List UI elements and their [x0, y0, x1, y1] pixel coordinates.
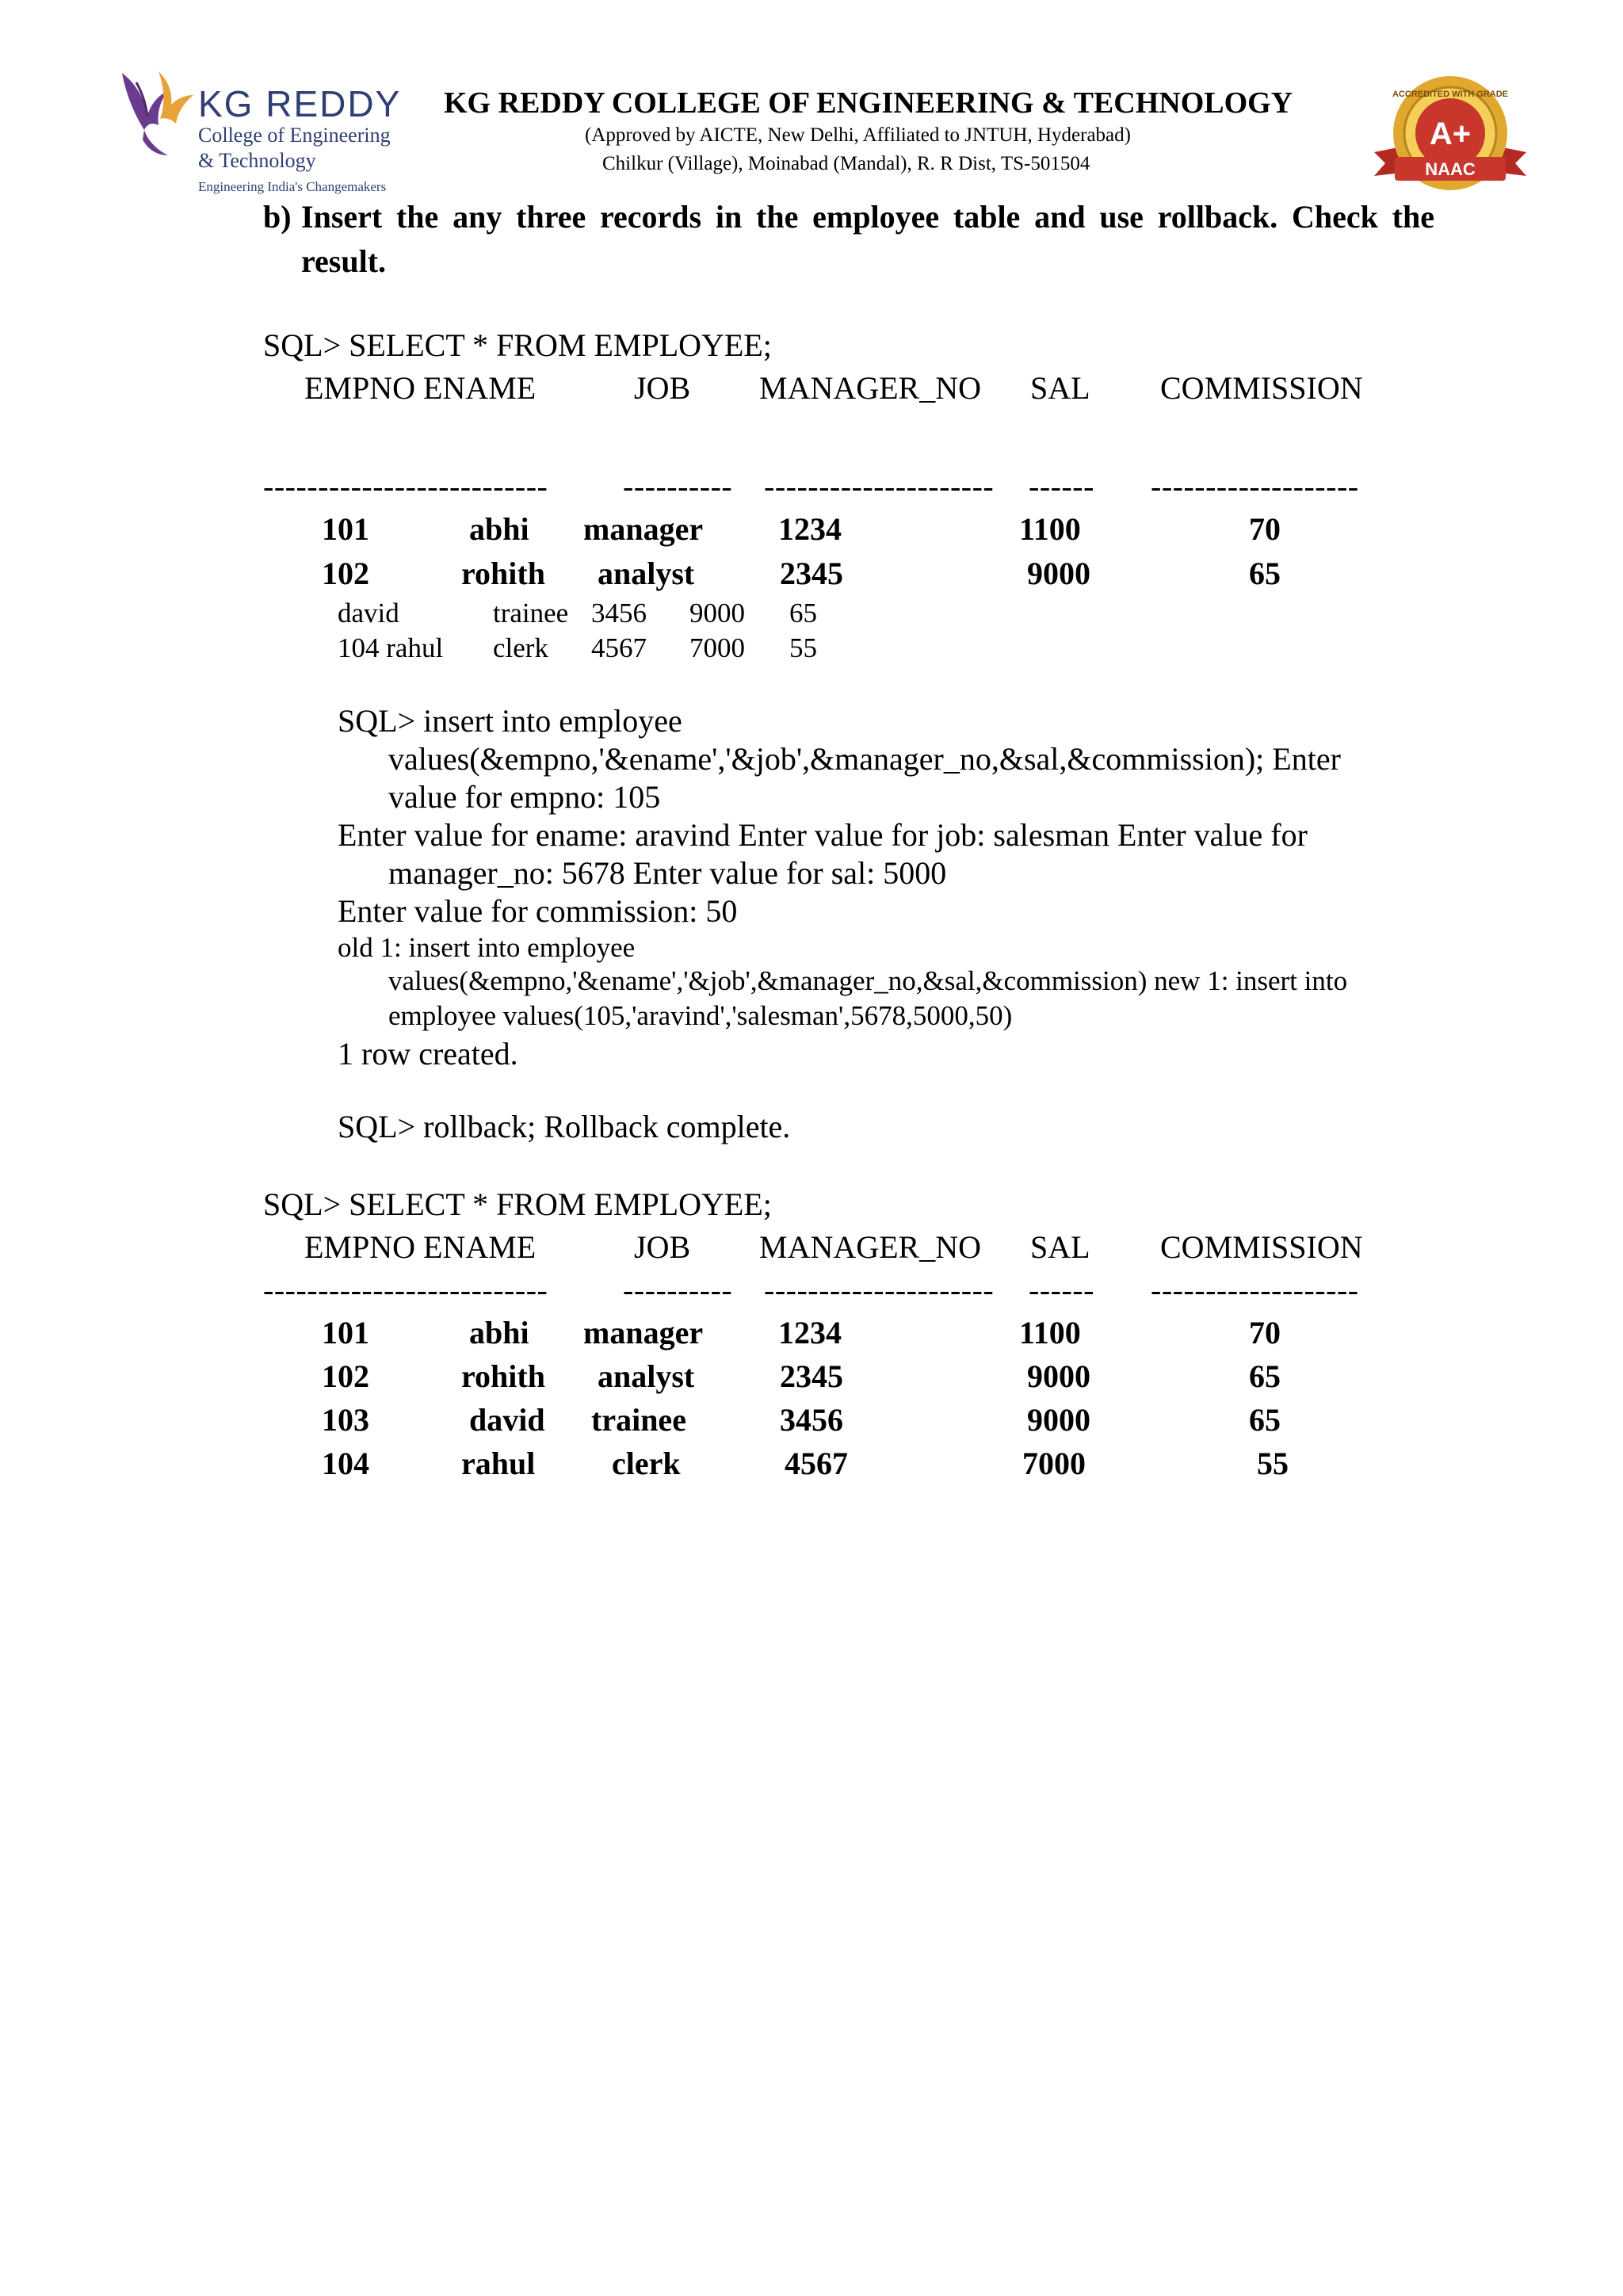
cell-empno: 101: [322, 1315, 369, 1350]
logo-line-2: & Technology: [198, 149, 316, 172]
cell-commission: 65: [1249, 1358, 1281, 1394]
logo-line-1: College of Engineering: [198, 124, 391, 147]
session-line: manager_no: 5678 Enter value for sal: 5000: [388, 855, 947, 891]
session-echo-line: old 1: insert into employee: [338, 932, 636, 963]
session-echo-line: employee values(105,'aravind','salesman',5678,5000,50): [388, 1000, 1013, 1031]
logo-tagline: Engineering India's Changemakers: [198, 179, 387, 194]
question-label: b): [263, 199, 292, 235]
cell-job: clerk: [612, 1446, 681, 1481]
divider-segment: ----------: [623, 468, 733, 504]
cell-sal: 9000: [1027, 1358, 1090, 1394]
col-header-sal: SAL: [1030, 370, 1090, 406]
college-logo: [113, 67, 407, 200]
cell-ename: david: [469, 1402, 545, 1438]
cell-job: manager: [583, 511, 704, 547]
divider-segment: ----------: [623, 1272, 733, 1308]
cell-ename: rohith: [461, 1358, 545, 1394]
col-header-manager-no: MANAGER_NO: [759, 1229, 981, 1265]
cell-ename: abhi: [469, 511, 529, 547]
cell-sal: 7000: [689, 632, 745, 663]
cell-commission: 65: [1249, 556, 1281, 591]
col-header-job: JOB: [634, 370, 691, 406]
cell-commission: 65: [1249, 1402, 1281, 1438]
question-line-1: Insert the any three records in the employee table and use rollback. Check the: [301, 199, 1434, 235]
cell-empno: 102: [322, 556, 369, 591]
col-header-commission: COMMISSION: [1160, 370, 1363, 406]
badge-ring-text: ACCREDITED WITH GRADE: [1392, 90, 1509, 99]
cell-empno: 102: [322, 1358, 369, 1394]
session-echo-line: values(&empno,'&ename','&job',&manager_no,&sal,&commission) new 1: insert into: [388, 965, 1348, 996]
eagle-logo-icon: [113, 67, 195, 163]
cell-commission: 70: [1249, 1315, 1281, 1350]
cell-manager-no: 2345: [780, 1358, 843, 1394]
divider-segment: --------------------------: [263, 468, 548, 504]
cell-manager-no: 1234: [778, 511, 842, 547]
cell-empno: 103: [322, 1402, 369, 1438]
cell-sal: 1100: [1019, 1315, 1081, 1350]
cell-commission: 55: [789, 632, 817, 663]
cell-commission: 65: [789, 598, 817, 628]
col-header-commission: COMMISSION: [1160, 1229, 1363, 1265]
cell-ename: rohith: [461, 556, 545, 591]
cell-sal: 9000: [1027, 556, 1090, 591]
question-line-2: result.: [301, 243, 387, 279]
query2-prompt: SQL> SELECT * FROM EMPLOYEE;: [263, 1186, 772, 1222]
cell-job: trainee: [591, 1402, 686, 1438]
rollback-line: SQL> rollback; Rollback complete.: [338, 1109, 791, 1144]
cell-sal: 7000: [1022, 1446, 1086, 1481]
naac-badge: [1368, 68, 1533, 203]
col-header-empno-ename: EMPNO ENAME: [304, 1229, 537, 1265]
cell-sal: 1100: [1019, 511, 1081, 547]
cell-manager-no: 2345: [780, 556, 843, 591]
cell-ename: abhi: [469, 1315, 529, 1350]
naac-accreditation-badge-icon: [1368, 68, 1533, 203]
college-name: KG REDDY COLLEGE OF ENGINEERING & TECHNOLOGY: [444, 86, 1293, 120]
session-line: SQL> insert into employee: [338, 703, 682, 739]
session-line: Enter value for commission: 50: [338, 893, 738, 929]
cell-manager-no: 4567: [785, 1446, 848, 1481]
divider-segment: ------: [1029, 468, 1094, 504]
cell-job: analyst: [598, 556, 695, 591]
divider-segment: ---------------------: [764, 468, 995, 504]
cell-sal: 9000: [1027, 1402, 1090, 1438]
divider-segment: -------------------: [1151, 468, 1359, 504]
cell-empno-ename: 104 rahul: [338, 632, 444, 663]
session-line: value for empno: 105: [388, 779, 661, 815]
cell-manager-no: 3456: [591, 598, 647, 628]
divider-segment: --------------------------: [263, 1272, 548, 1308]
cell-job: trainee: [493, 598, 569, 628]
divider-segment: ------: [1029, 1272, 1094, 1308]
session-line: values(&empno,'&ename','&job',&manager_no,&sal,&commission); Enter: [388, 741, 1341, 777]
session-result: 1 row created.: [338, 1036, 518, 1072]
col-header-sal: SAL: [1030, 1229, 1090, 1265]
cell-commission: 55: [1257, 1446, 1289, 1481]
cell-ename: david: [338, 598, 399, 628]
cell-manager-no: 1234: [778, 1315, 842, 1350]
session-line: Enter value for ename: aravind Enter value for job: salesman Enter value for: [338, 817, 1308, 853]
cell-sal: 9000: [689, 598, 745, 628]
divider-segment: ---------------------: [764, 1272, 995, 1308]
cell-empno: 104: [322, 1446, 369, 1481]
college-approval: (Approved by AICTE, New Delhi, Affiliated to JNTUH, Hyderabad): [585, 124, 1131, 146]
divider-segment: -------------------: [1151, 1272, 1359, 1308]
logo-name: KG REDDY: [198, 83, 402, 124]
cell-job: manager: [583, 1315, 704, 1350]
cell-empno: 101: [322, 511, 369, 547]
col-header-manager-no: MANAGER_NO: [759, 370, 981, 406]
cell-ename: rahul: [461, 1446, 536, 1481]
cell-manager-no: 3456: [780, 1402, 843, 1438]
cell-job: analyst: [598, 1358, 695, 1394]
col-header-empno-ename: EMPNO ENAME: [304, 370, 537, 406]
cell-commission: 70: [1249, 511, 1281, 547]
query1-prompt: SQL> SELECT * FROM EMPLOYEE;: [263, 327, 772, 363]
badge-grade: A+: [1429, 117, 1472, 151]
badge-body: NAAC: [1425, 159, 1476, 179]
college-address: Chilkur (Village), Moinabad (Mandal), R. R Dist, TS-501504: [602, 153, 1090, 174]
cell-job: clerk: [493, 632, 548, 663]
col-header-job: JOB: [634, 1229, 691, 1265]
cell-manager-no: 4567: [591, 632, 647, 663]
